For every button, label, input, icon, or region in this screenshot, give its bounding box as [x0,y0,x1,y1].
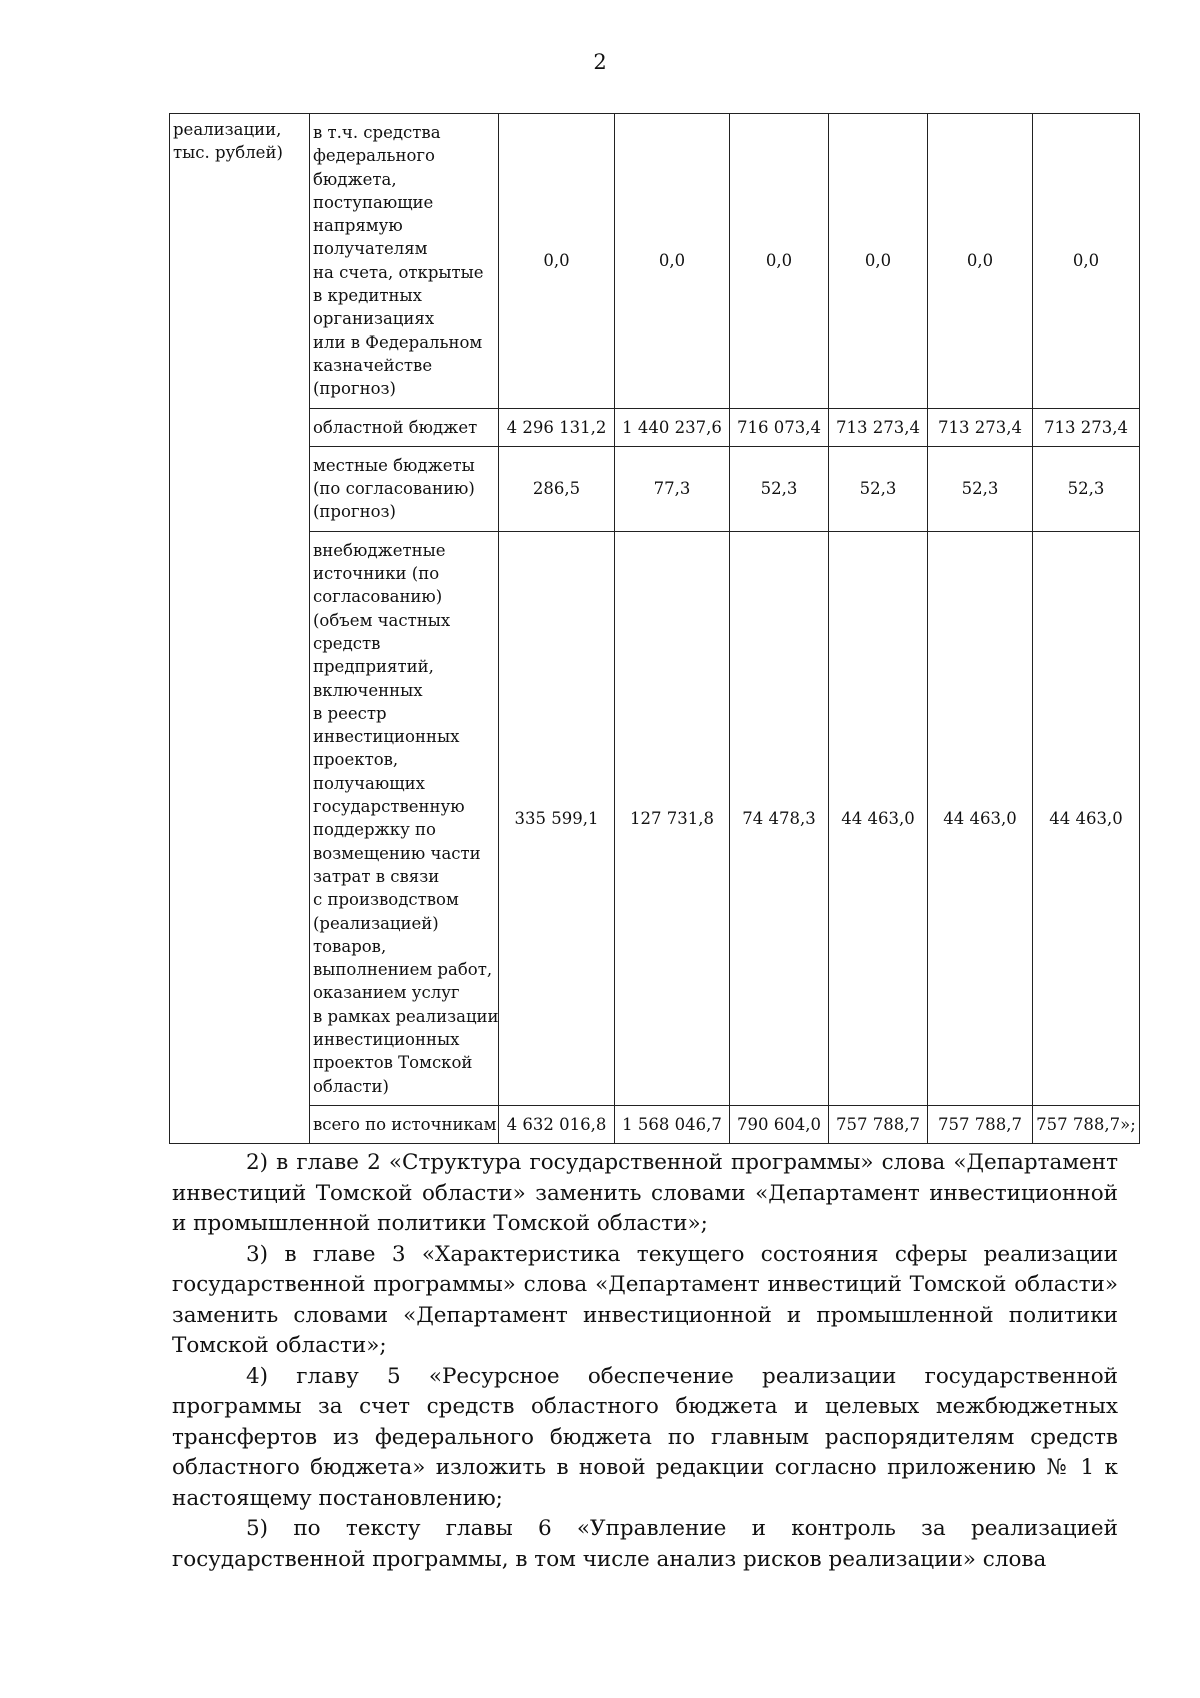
funding-table [169,113,1140,1144]
funding-source-line: товаров, [313,936,387,956]
funding-source-line: предприятий, [313,657,434,677]
funding-source-line: на счета, открытые [313,262,484,282]
funding-source-cell [310,408,499,446]
funding-source-line: проектов, [313,750,399,770]
funding-source-line: (объем частных [313,610,451,630]
funding-source-line: средств [313,633,381,653]
funding-source-line: инвестиционных [313,1029,460,1049]
funding-source-line: включенных [313,680,423,700]
funding-source-line: в кредитных [313,286,422,306]
amendment-paragraph: 4) главу 5 «Ресурсное обеспечение реализации государственной программы за счет средств областного бюджета и целевых межбюджетных трансфертов из федерального бюджета по главным распорядителям средств областного бюджета» изложить в новой редакции согласно приложению № 1 к настоящему постановлению; [172,1363,1118,1511]
funding-source-line: затрат в связи [313,866,440,886]
funding-source-line: местные бюджеты [313,455,475,475]
value-cell: 44 463,0 [1033,531,1140,1105]
value-cell: 757 788,7 [928,1105,1033,1143]
funding-source-line: источники (по [313,564,440,584]
funding-source-line: выполнением работ, [313,960,493,980]
funding-source-line: согласованию) [313,587,443,607]
funding-source-line: в реестр [313,703,387,723]
value-cell: 335 599,1 [499,531,615,1105]
funding-source-cell [310,1105,499,1143]
value-cell: 44 463,0 [829,531,928,1105]
table-row [170,114,1140,409]
funding-source-line: напрямую [313,216,403,236]
funding-source-cell [310,531,499,1105]
value-cell: 713 273,4 [928,408,1033,446]
funding-source-line: проектов Томской [313,1053,473,1073]
value-cell: 52,3 [730,446,829,531]
amendment-paragraph: 5) по тексту главы 6 «Управление и контроль за реализацией государственной программы, в том числе анализ рисков реализации» слова [172,1516,1118,1572]
funding-source-line: государственную [313,797,465,817]
value-cell: 0,0 [730,114,829,409]
funding-source-line: поддержку по [313,820,436,840]
value-cell: 757 788,7 [829,1105,928,1143]
table-row [170,408,1140,446]
value-cell: 286,5 [499,446,615,531]
funding-source-line: всего по источникам [313,1114,497,1134]
value-cell: 77,3 [615,446,730,531]
funding-source-line: возмещению части [313,843,481,863]
funding-source-line: казначействе [313,355,433,375]
value-cell: 0,0 [615,114,730,409]
funding-source-line: в т.ч. средства [313,123,441,142]
value-cell: 0,0 [1033,114,1140,409]
value-cell: 52,3 [928,446,1033,531]
value-cell: 713 273,4 [829,408,928,446]
amendment-paragraph: 2) в главе 2 «Структура государственной программы» слова «Департамент инвестиций Томской области» заменить словами «Департамент инвестиционной и промышленной политики Томской области»; [172,1150,1118,1236]
funding-source-line: оказанием услуг [313,983,460,1003]
funding-source-line: или в Федеральном [313,332,483,352]
value-cell: 0,0 [829,114,928,409]
table-row [170,531,1140,1105]
funding-source-line: (прогноз) [313,379,396,399]
funding-source-line: областной бюджет [313,417,478,437]
value-cell: 52,3 [1033,446,1140,531]
funding-source-line: (реализацией) [313,913,439,933]
indicator-label-cell: реализации, тыс. рублей) [170,114,310,1144]
funding-source-line: поступающие [313,192,434,212]
funding-source-line: внебюджетные [313,540,446,560]
value-cell: 44 463,0 [928,531,1033,1105]
funding-source-line: в рамках реализации [313,1006,499,1026]
amendment-paragraph: 3) в главе 3 «Характеристика текущего состояния сферы реализации государственной программы» слова «Департамент инвестиций Томской области» заменить словами «Департамент инвестиционной и промышленной политики Томской области»; [172,1241,1118,1358]
value-cell: 1 568 046,7 [615,1105,730,1143]
funding-source-line: организациях [313,309,435,329]
value-cell: 52,3 [829,446,928,531]
value-cell: 713 273,4 [1033,408,1140,446]
value-cell: 0,0 [499,114,615,409]
value-cell: 127 731,8 [615,531,730,1105]
value-cell: 790 604,0 [730,1105,829,1143]
value-cell: 1 440 237,6 [615,408,730,446]
value-cell: 716 073,4 [730,408,829,446]
funding-source-line: (по согласованию) [313,479,475,499]
funding-source-cell [310,446,499,531]
funding-source-line: инвестиционных [313,727,460,747]
funding-source-line: федерального [313,146,435,166]
value-cell: 757 788,7»; [1033,1105,1140,1143]
funding-source-cell [310,114,499,409]
funding-source-line: области) [313,1076,389,1096]
funding-source-line: (прогноз) [313,502,396,522]
funding-source-line: получающих [313,773,425,793]
value-cell: 0,0 [928,114,1033,409]
page-number: 2 [593,50,607,74]
value-cell: 4 296 131,2 [499,408,615,446]
value-cell: 74 478,3 [730,531,829,1105]
funding-source-line: с производством [313,890,459,910]
value-cell: 4 632 016,8 [499,1105,615,1143]
funding-source-line: бюджета, [313,169,397,189]
funding-source-line: получателям [313,239,428,259]
table-row [170,1105,1140,1143]
table-row [170,446,1140,531]
amendments-text [172,1148,1118,1575]
